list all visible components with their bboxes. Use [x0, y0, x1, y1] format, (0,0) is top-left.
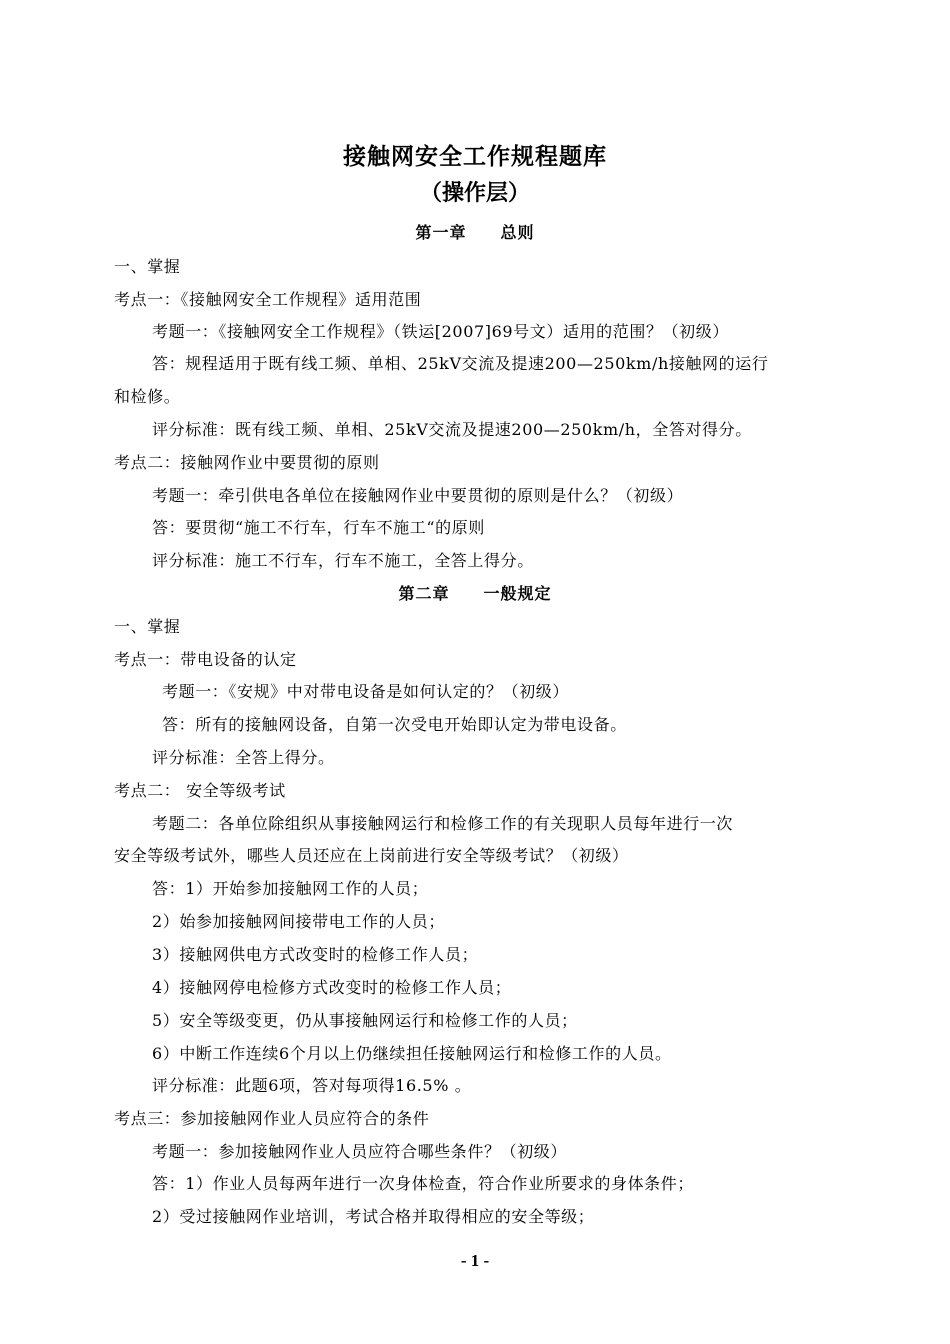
scoring-standard: 评分标准：既有线工频、单相、25kV交流及提速200—250km/h，全答对得分。: [152, 420, 752, 439]
section-heading: 一、掌握: [114, 257, 181, 276]
question: 考题一：牵引供电各单位在接触网作业中要贯彻的原则是什么？（初级）: [152, 486, 684, 505]
page-number: - 1 -: [460, 1251, 490, 1270]
question: 考题一：《安规》中对带电设备是如何认定的？（初级）: [162, 682, 570, 701]
answer-continued: 和检修。: [114, 387, 181, 406]
answer-item: 5）安全等级变更，仍从事接触网运行和检修工作的人员；: [152, 1011, 578, 1030]
document-title: 接触网安全工作规程题库: [343, 144, 607, 170]
chapter-heading: 第二章 一般规定: [398, 584, 552, 603]
answer: 答：要贯彻“施工不行车，行车不施工“的原则: [152, 518, 485, 537]
section-heading: 一、掌握: [114, 617, 181, 636]
answer: 答：1）开始参加接触网工作的人员；: [152, 879, 429, 898]
answer: 答：规程适用于既有线工频、单相、25kV交流及提速200—250km/h接触网的运行: [152, 354, 769, 373]
scoring-standard: 评分标准：此题6项，答对每项得16.5% 。: [152, 1076, 472, 1095]
answer-item: 6）中断工作连续6个月以上仍继续担任接触网运行和检修工作的人员。: [152, 1044, 672, 1063]
question-continued: 安全等级考试外，哪些人员还应在上岗前进行安全等级考试？（初级）: [114, 846, 629, 865]
key-point: 考点一：带电设备的认定: [114, 650, 297, 669]
answer-item: 3）接触网供电方式改变时的检修工作人员；: [152, 945, 479, 964]
answer-item: 4）接触网停电检修方式改变时的检修工作人员；: [152, 978, 512, 997]
key-point: 考点二：接触网作业中要贯彻的原则: [114, 453, 380, 472]
answer-item: 2）受过接触网作业培训，考试合格并取得相应的安全等级；: [152, 1207, 595, 1226]
question: 考题一：参加接触网作业人员应符合哪些条件？（初级）: [152, 1142, 568, 1161]
key-point: 考点一：《接触网安全工作规程》适用范围: [114, 290, 422, 309]
answer: 答：1）作业人员每两年进行一次身体检查，符合作业所要求的身体条件；: [152, 1174, 694, 1193]
scoring-standard: 评分标准：施工不行车，行车不施工，全答上得分。: [152, 551, 534, 570]
question: 考题二：各单位除组织从事接触网运行和检修工作的有关现职人员每年进行一次: [152, 814, 734, 833]
scoring-standard: 评分标准：全答上得分。: [152, 748, 335, 767]
document-subtitle: （操作层）: [419, 181, 530, 206]
key-point: 考点二： 安全等级考试: [114, 781, 286, 800]
answer: 答：所有的接触网设备，自第一次受电开始即认定为带电设备。: [162, 715, 627, 734]
key-point: 考点三：参加接触网作业人员应符合的条件: [114, 1109, 430, 1128]
answer-item: 2）始参加接触网间接带电工作的人员；: [152, 912, 445, 931]
chapter-heading: 第一章 总则: [415, 223, 535, 242]
question: 考题一：《接触网安全工作规程》（铁运[2007]69号文）适用的范围？（初级）: [152, 322, 729, 341]
